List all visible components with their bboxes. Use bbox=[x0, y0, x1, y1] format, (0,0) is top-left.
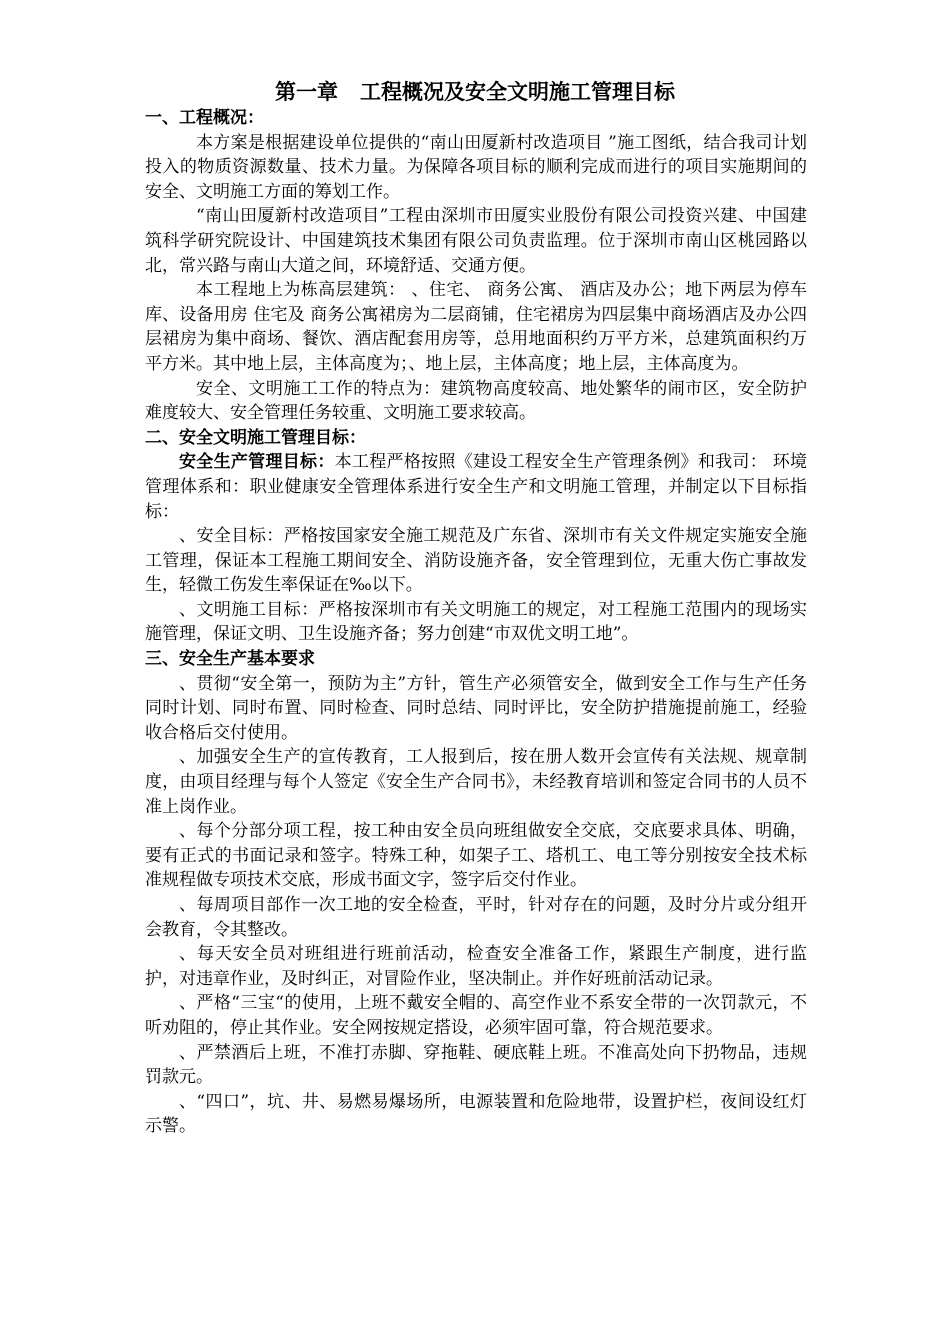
paragraph-safety-goal-intro bbox=[145, 450, 807, 524]
paragraph: 、严禁酒后上班，不准打赤脚、穿拖鞋、硬底鞋上班。不准高处向下扔物品，违规罚款元。 bbox=[145, 1042, 807, 1088]
paragraph: 、文明施工目标：严格按深圳市有关文明施工的规定，对工程施工范围内的现场实施管理，保证文明、卫生设施齐备；努力创建“市双优文明工地”。 bbox=[145, 599, 807, 645]
paragraph: “南山田厦新村改造项目”工程由深圳市田厦实业股份有限公司投资兴建、中国建筑科学研究院设计、中国建筑技术集团有限公司负责监理。位于深圳市南山区桃园路以北，常兴路与南山大道之间，环境舒适、交通方便。 bbox=[145, 206, 807, 276]
safety-goal-lead: 安全生产管理目标： bbox=[179, 452, 335, 473]
section-heading-overview: 一、工程概况： bbox=[145, 108, 264, 128]
paragraph: 、加强安全生产的宣传教育，工人报到后，按在册人数开会宣传有关法规、规章制度，由项目经理与每个人签定《安全生产合同书》，未经教育培训和签定合同书的人员不准上岗作业。 bbox=[145, 747, 807, 817]
paragraph: 、每个分部分项工程，按工种由安全员向班组做安全交底，交底要求具体、明确，要有正式的书面记录和签字。特殊工种，如架子工、塔机工、电工等分别按安全技术标准规程做专项技术交底，形成书面文字，签字后交付作业。 bbox=[145, 821, 807, 891]
paragraph: 、安全目标：严格按国家安全施工规范及广东省、深圳市有关文件规定实施安全施工管理，保证本工程施工期间安全、消防设施齐备，安全管理到位，无重大伤亡事故发生，轻微工伤发生率保证在‰以下。 bbox=[145, 526, 807, 596]
section-heading-basic-requirements: 三、安全生产基本要求 bbox=[145, 649, 315, 670]
section-heading-management-goals: 二、安全文明施工管理目标： bbox=[145, 427, 366, 448]
paragraph: 本方案是根据建设单位提供的“南山田厦新村改造项目 ”施工图纸，结合我司计划投入的物质资源数量、技术力量。为保障各项目标的顺利完成而进行的项目实施期间的安全、文明施工方面的筹划工作。 bbox=[145, 132, 807, 202]
paragraph: 、贯彻“安全第一，预防为主”方针，管生产必须管安全，做到安全工作与生产任务同时计划、同时布置、同时检查、同时总结、同时评比，安全防护措施提前施工，经验收合格后交付使用。 bbox=[145, 673, 807, 743]
paragraph: 本工程地上为栋高层建筑： 、住宅、 商务公寓、 酒店及办公；地下两层为停车库、设备用房 住宅及 商务公寓裙房为二层商铺，住宅裙房为四层集中商场酒店及办公四层裙房为集中商场、餐饮、酒店配套用房等，总用地面积约万平方米，总建筑面积约万平方米。其中地上层，主体高度为；、地上层，主体高度；地上层，主体高度为。 bbox=[145, 280, 807, 374]
chapter-title: 第一章 工程概况及安全文明施工管理目标 bbox=[275, 79, 675, 104]
paragraph: 安全、文明施工工作的特点为：建筑物高度较高、地处繁华的闹市区，安全防护难度较大、安全管理任务较重、文明施工要求较高。 bbox=[145, 378, 807, 424]
paragraph: 、“四口”，坑、井、易燃易爆场所，电源装置和危险地带，设置护栏，夜间设红灯示警。 bbox=[145, 1091, 807, 1137]
document-body bbox=[145, 106, 807, 1139]
safety-goal-text: 本工程严格按照《建设工程安全生产管理条例》和我司： 环境管理体系和：职业健康安全管理体系进行安全生产和文明施工管理，并制定以下目标指标： bbox=[145, 452, 808, 522]
paragraph: 、每天安全员对班组进行班前活动，检查安全准备工作，紧跟生产制度，进行监护，对违章作业，及时纠正，对冒险作业，坚决制止。并作好班前活动记录。 bbox=[145, 944, 807, 989]
paragraph: 、每周项目部作一次工地的安全检查，平时，针对存在的问题，及时分片或分组开会教育，令其整改。 bbox=[145, 895, 807, 940]
paragraph: 、严格“三宝“的使用，上班不戴安全帽的、高空作业不系安全带的一次罚款元，不听劝阻的，停止其作业。安全网按规定搭设，必须牢固可靠，符合规范要求。 bbox=[145, 993, 807, 1038]
